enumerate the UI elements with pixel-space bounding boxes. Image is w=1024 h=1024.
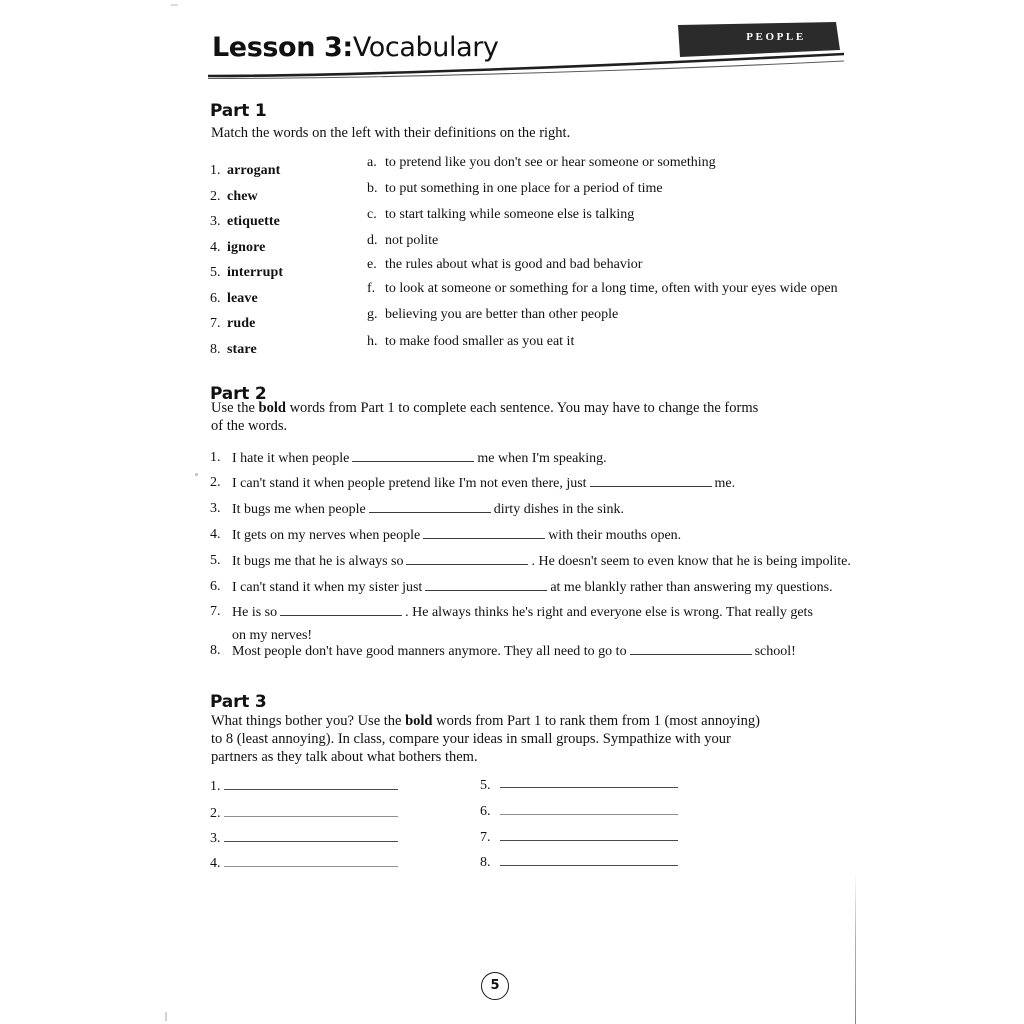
lesson-label: Lesson 3: <box>212 32 353 63</box>
part-1-heading: Part 1 <box>210 101 267 121</box>
definition-text: the rules about what is good and bad behavior <box>385 257 643 272</box>
definition-letter: d. <box>367 233 378 248</box>
definition-item <box>367 207 634 223</box>
rank-number: 3. <box>210 831 221 846</box>
definition-item <box>367 257 642 273</box>
part-2-instruction-pre: Use the <box>211 400 259 416</box>
answer-blank[interactable] <box>423 527 545 539</box>
rank-blank[interactable] <box>224 789 398 790</box>
sentence-text-before: It bugs me when people <box>232 502 366 517</box>
definition-letter: b. <box>367 181 378 196</box>
vocab-word-number: 1. <box>210 163 221 178</box>
vocab-word-item <box>210 214 280 230</box>
sentence-text-before: It gets on my nerves when people <box>232 528 421 543</box>
vocab-word-number: 2. <box>210 189 221 204</box>
rank-blank[interactable] <box>224 841 398 842</box>
vocab-word-item <box>210 240 265 256</box>
vocab-word-item <box>210 265 283 281</box>
definition-letter: h. <box>367 334 378 349</box>
sentence-text-after: at me blankly rather than answering my questions. <box>550 580 833 595</box>
vocab-word-text: arrogant <box>227 163 281 178</box>
rank-blank[interactable] <box>500 787 678 788</box>
sentence-text-after: dirty dishes in the sink. <box>493 502 625 517</box>
vocab-word-item <box>210 316 255 332</box>
part-3-instruction-post: words from Part 1 to rank them from 1 (most annoying) to 8 (least annoying). In class, compare your ideas in small groups. Sympathize with your partners as they talk about what bothers them. <box>211 713 760 765</box>
fill-blank-sentence <box>210 553 851 570</box>
definition-text: not polite <box>385 233 439 248</box>
rank-number: 7. <box>480 830 491 845</box>
definition-letter: g. <box>367 307 378 322</box>
vocab-word-number: 3. <box>210 214 221 229</box>
vocab-word-number: 5. <box>210 265 221 280</box>
part-2-instruction <box>211 399 771 435</box>
scan-speck-part2 <box>195 473 198 476</box>
vocab-word-item <box>210 189 258 205</box>
rank-number: 6. <box>480 804 491 819</box>
rank-blank[interactable] <box>224 816 398 817</box>
definition-text: to put something in one place for a period of time <box>385 181 663 196</box>
rank-number: 4. <box>210 856 221 871</box>
unit-tab-label: PEOPLE <box>746 31 806 43</box>
definition-letter: c. <box>367 207 377 222</box>
rank-blank[interactable] <box>500 814 678 815</box>
part-3-heading: Part 3 <box>210 692 267 712</box>
definition-text: to pretend like you don't see or hear someone or something <box>385 155 716 170</box>
answer-blank[interactable] <box>630 643 752 655</box>
lesson-topic: Vocabulary <box>352 32 499 63</box>
definition-item <box>367 181 663 197</box>
vocab-word-item <box>210 342 257 358</box>
definition-text: to start talking while someone else is talking <box>385 207 635 222</box>
answer-blank[interactable] <box>369 501 491 513</box>
vocab-word-number: 4. <box>210 240 221 255</box>
definition-letter: f. <box>367 281 376 296</box>
vocab-word-text: stare <box>227 342 257 357</box>
sentence-text-after: . He doesn't seem to even know that he is being impolite. <box>531 554 851 569</box>
vocab-word-number: 8. <box>210 342 221 357</box>
vocab-word-text: chew <box>227 189 258 204</box>
part-3-instruction <box>211 712 773 766</box>
definition-item <box>367 334 574 350</box>
definition-text: believing you are better than other people <box>385 307 619 322</box>
part-1-instruction: Match the words on the left with their definitions on the right. <box>211 125 571 141</box>
sentence-number: 6. <box>210 579 221 594</box>
rank-blank[interactable] <box>224 866 398 867</box>
vocab-word-item <box>210 163 280 179</box>
sentence-number: 1. <box>210 450 221 465</box>
fill-blank-sentence <box>210 604 813 621</box>
sentence-text-after: school! <box>754 644 796 659</box>
vocab-word-text: interrupt <box>227 265 284 280</box>
part-2-instruction-bold: bold <box>258 400 286 416</box>
part-3-instruction-bold: bold <box>405 713 433 729</box>
definition-item <box>367 281 838 297</box>
scan-edge-line <box>855 872 856 1024</box>
answer-blank[interactable] <box>352 450 474 462</box>
sentence-text-before: It bugs me that he is always so <box>232 554 404 569</box>
definition-letter: a. <box>367 155 377 170</box>
unit-tab-banner <box>678 22 840 57</box>
fill-blank-sentence <box>210 450 607 467</box>
vocab-word-number: 6. <box>210 291 221 306</box>
definition-text: to look at someone or something for a long time, often with your eyes wide open <box>385 281 838 296</box>
definition-item <box>367 233 438 249</box>
scan-speck-top <box>171 4 178 6</box>
sentence-text-after: with their mouths open. <box>548 528 682 543</box>
fill-blank-sentence <box>210 579 833 596</box>
definition-item <box>367 155 716 171</box>
answer-blank[interactable] <box>590 475 712 487</box>
sentence-text-before: He is so <box>232 605 278 620</box>
sentence-text-after: me. <box>714 476 736 491</box>
sentence-number: 8. <box>210 643 221 658</box>
scan-speck-bottom <box>165 1012 167 1021</box>
answer-blank[interactable] <box>425 579 547 591</box>
page-number: 5 <box>481 972 509 1000</box>
sentence-text-before: I hate it when people <box>232 451 350 466</box>
sentence-wrap-line: on my nerves! <box>232 628 313 643</box>
rank-number: 1. <box>210 779 221 794</box>
sentence-text-after: me when I'm speaking. <box>477 451 607 466</box>
part-2-heading: Part 2 <box>210 384 267 404</box>
rank-blank[interactable] <box>500 840 678 841</box>
sentence-text-before: Most people don't have good manners anymore. They all need to go to <box>232 644 627 659</box>
sentence-number: 5. <box>210 553 221 568</box>
answer-blank[interactable] <box>280 604 402 616</box>
part-2-instruction-post: words from Part 1 to complete each sentence. You may have to change the forms of the words. <box>211 400 759 434</box>
vocab-word-text: leave <box>227 291 258 306</box>
fill-blank-sentence <box>210 475 735 492</box>
definition-letter: e. <box>367 257 377 272</box>
sentence-text-after: . He always thinks he's right and everyone else is wrong. That really gets <box>405 605 813 620</box>
answer-blank[interactable] <box>406 553 528 565</box>
sentence-number: 4. <box>210 527 221 542</box>
definition-text: to make food smaller as you eat it <box>385 334 575 349</box>
vocab-word-number: 7. <box>210 316 221 331</box>
fill-blank-sentence <box>210 527 681 544</box>
vocab-word-item <box>210 291 258 307</box>
vocab-word-text: ignore <box>227 240 266 255</box>
definition-item <box>367 307 618 323</box>
rank-number: 5. <box>480 778 491 793</box>
sentence-text-before: I can't stand it when my sister just <box>232 580 423 595</box>
sentence-number: 3. <box>210 501 221 516</box>
vocab-word-text: rude <box>227 316 256 331</box>
sentence-number: 2. <box>210 475 221 490</box>
vocab-word-text: etiquette <box>227 214 280 229</box>
sentence-text-before: I can't stand it when people pretend like I'm not even there, just <box>232 476 587 491</box>
sentence-number: 7. <box>210 604 221 619</box>
rank-number: 8. <box>480 855 491 870</box>
part-3-instruction-pre: What things bother you? Use the <box>211 713 406 729</box>
rank-blank[interactable] <box>500 865 678 866</box>
fill-blank-sentence <box>210 501 624 518</box>
fill-blank-sentence <box>210 643 796 660</box>
rank-number: 2. <box>210 806 221 821</box>
